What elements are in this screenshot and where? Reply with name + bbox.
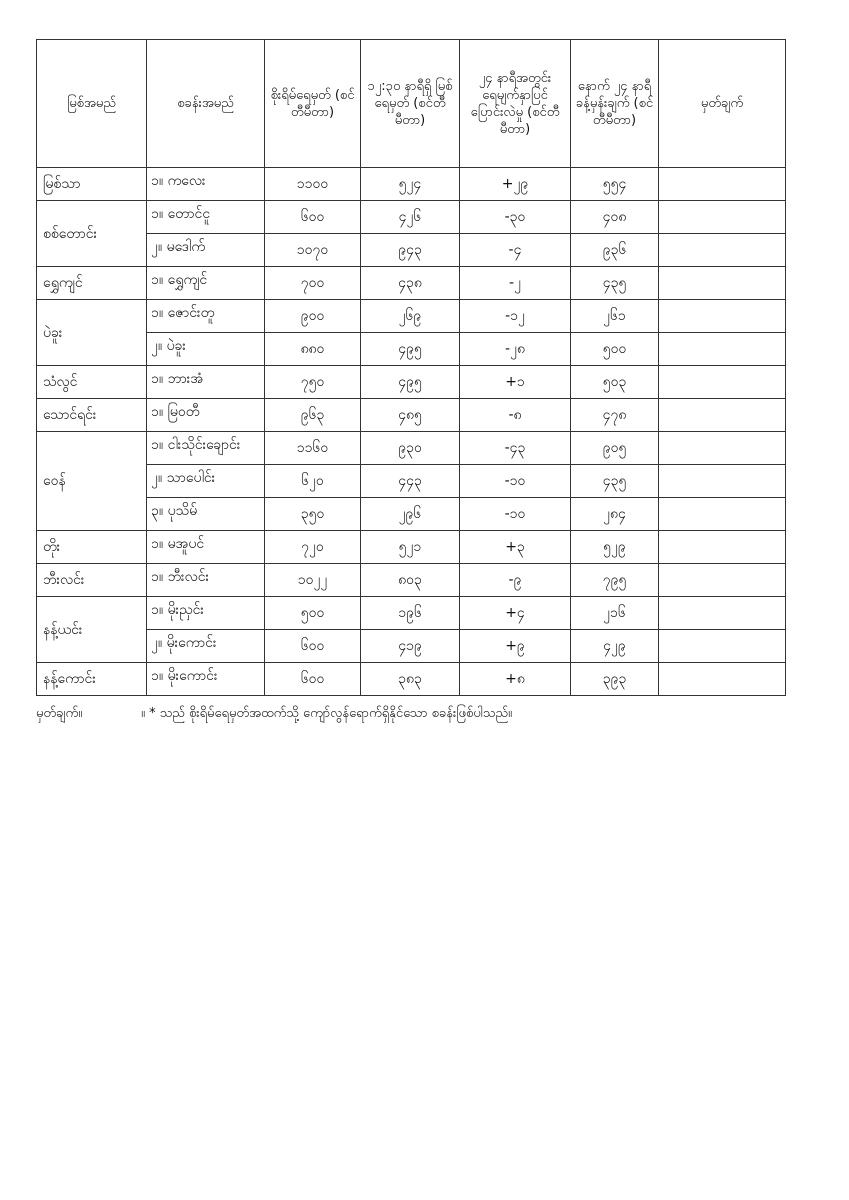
change-cell: +၁ <box>460 366 571 399</box>
danger-cell: ၇၅၀ <box>265 366 361 399</box>
danger-cell: ၆၂၀ <box>265 465 361 498</box>
danger-cell: ၁၀၂၂ <box>265 564 361 597</box>
table-row <box>37 399 786 432</box>
change-cell: -၁၂ <box>460 300 571 333</box>
river-cell: တိုး <box>37 531 147 564</box>
danger-cell: ၆၀၀ <box>265 663 361 696</box>
river-cell: မြစ်သာ <box>37 168 147 201</box>
change-cell: +၄ <box>460 597 571 630</box>
table-row <box>37 168 786 201</box>
danger-cell: ၇၀၀ <box>265 267 361 300</box>
remark-cell <box>659 465 786 498</box>
danger-cell: ၅၀၀ <box>265 597 361 630</box>
header-river: မြစ်အမည် <box>37 40 147 168</box>
table-row <box>37 366 786 399</box>
river-cell: ဘီးလင်း <box>37 564 147 597</box>
table-row <box>37 432 786 465</box>
danger-cell: ၉၀၀ <box>265 300 361 333</box>
station-cell: ၃။ ပုသိမ် <box>147 498 265 531</box>
footnote-text: ။ * သည် စိုးရိမ်ရေမှတ်အထက်သို့ ကျော်လွန်ရောက်ရှိနိုင်သော စခန်းဖြစ်ပါသည်။ <box>141 706 512 721</box>
station-cell: ၂။ သာပေါင်း <box>147 465 265 498</box>
forecast-cell: ၄၇၈ <box>571 399 659 432</box>
level-cell: ၄၄၃ <box>361 465 460 498</box>
danger-cell: ၈၈၀ <box>265 333 361 366</box>
station-cell: ၁။ ဘားအံ <box>147 366 265 399</box>
change-cell: +၉ <box>460 630 571 663</box>
forecast-cell: ၅၅၄ <box>571 168 659 201</box>
forecast-cell: ၄၀၈ <box>571 201 659 234</box>
table-row <box>37 234 786 267</box>
station-cell: ၁။ ငါးသိုင်းချောင်း <box>147 432 265 465</box>
remark-cell <box>659 597 786 630</box>
change-cell: -၁၀ <box>460 498 571 531</box>
level-cell: ၄၃၈ <box>361 267 460 300</box>
remark-cell <box>659 366 786 399</box>
header-forecast-24h: နောက် ၂၄ နာရီ ခန့်မှန်းချက် (စင်တီမီတာ) <box>571 40 659 168</box>
change-cell: -၂၈ <box>460 333 571 366</box>
change-cell: -၃၀ <box>460 201 571 234</box>
level-cell: ၅၂၄ <box>361 168 460 201</box>
header-change-24h: ၂၄ နာရီအတွင်း ရေမျက်နှာပြင် ပြောင်းလဲမှု (စင်တီမီတာ) <box>460 40 571 168</box>
station-cell: ၁။ တောင်ငူ <box>147 201 265 234</box>
forecast-cell: ၄၃၅ <box>571 267 659 300</box>
level-cell: ၂၆၉ <box>361 300 460 333</box>
remark-cell <box>659 168 786 201</box>
forecast-cell: ၉၃၆ <box>571 234 659 267</box>
level-cell: ၅၂၁ <box>361 531 460 564</box>
change-cell: -၄ <box>460 234 571 267</box>
level-cell: ၂၉၆ <box>361 498 460 531</box>
remark-cell <box>659 663 786 696</box>
change-cell: -၁၀ <box>460 465 571 498</box>
forecast-cell: ၃၉၃ <box>571 663 659 696</box>
forecast-cell: ၅၀၃ <box>571 366 659 399</box>
river-cell: သောင်ရင်း <box>37 399 147 432</box>
station-cell: ၁။ ကလေး <box>147 168 265 201</box>
level-cell: ၁၉၆ <box>361 597 460 630</box>
river-cell: နန့်ကောင်း <box>37 663 147 696</box>
footnote-label: မှတ်ချက်။ <box>36 706 83 721</box>
remark-cell <box>659 201 786 234</box>
level-cell: ၃၈၃ <box>361 663 460 696</box>
remark-cell <box>659 267 786 300</box>
river-cell: သံလွင် <box>37 366 147 399</box>
danger-cell: ၆၀၀ <box>265 201 361 234</box>
level-cell: ၄၈၅ <box>361 399 460 432</box>
river-cell: စစ်တောင်း <box>37 201 147 267</box>
station-cell: ၁။ မအူပင် <box>147 531 265 564</box>
level-cell: ၄၂၆ <box>361 201 460 234</box>
table-row <box>37 201 786 234</box>
danger-cell: ၇၂၀ <box>265 531 361 564</box>
river-cell: နန့်ယင်း <box>37 597 147 663</box>
table-row <box>37 564 786 597</box>
level-cell: ၉၃၀ <box>361 432 460 465</box>
forecast-cell: ၇၉၅ <box>571 564 659 597</box>
level-cell: ၄၁၉ <box>361 630 460 663</box>
remark-cell <box>659 300 786 333</box>
footnote <box>36 705 512 723</box>
table-row <box>37 597 786 630</box>
change-cell: +၂၉ <box>460 168 571 201</box>
change-cell: +၃ <box>460 531 571 564</box>
danger-cell: ၁၀၇၀ <box>265 234 361 267</box>
change-cell: +၈ <box>460 663 571 696</box>
change-cell: -၉ <box>460 564 571 597</box>
station-cell: ၂။ မဒေါက် <box>147 234 265 267</box>
forecast-cell: ၂၈၄ <box>571 498 659 531</box>
river-level-table <box>36 39 786 696</box>
forecast-cell: ၂၆၁ <box>571 300 659 333</box>
station-cell: ၁။ ဇောင်းတူ <box>147 300 265 333</box>
table-row <box>37 333 786 366</box>
river-cell: ဝေန် <box>37 432 147 531</box>
station-cell: ၁။ မြဝတီ <box>147 399 265 432</box>
remark-cell <box>659 399 786 432</box>
table-row <box>37 498 786 531</box>
forecast-cell: ၄၂၉ <box>571 630 659 663</box>
remark-cell <box>659 498 786 531</box>
danger-cell: ၁၁၀၀ <box>265 168 361 201</box>
forecast-cell: ၅၂၉ <box>571 531 659 564</box>
remark-cell <box>659 234 786 267</box>
forecast-cell: ၅၀၀ <box>571 333 659 366</box>
danger-cell: ၆၀၀ <box>265 630 361 663</box>
level-cell: ၉၄၃ <box>361 234 460 267</box>
station-cell: ၁။ မိုးညှင်း <box>147 597 265 630</box>
level-cell: ၄၉၅ <box>361 333 460 366</box>
table-header-row <box>37 40 786 168</box>
header-level-at-time: ၁၂:၃၀ နာရီရှိ မြစ်ရေမှတ် (စင်တီမီတာ) <box>361 40 460 168</box>
river-cell: ရွှေကျင် <box>37 267 147 300</box>
table-row <box>37 300 786 333</box>
station-cell: ၁။ ဘီးလင်း <box>147 564 265 597</box>
remark-cell <box>659 531 786 564</box>
remark-cell <box>659 564 786 597</box>
forecast-cell: ၂၁၆ <box>571 597 659 630</box>
level-cell: ၄၉၅ <box>361 366 460 399</box>
danger-cell: ၁၁၆၀ <box>265 432 361 465</box>
danger-cell: ၉၆၃ <box>265 399 361 432</box>
remark-cell <box>659 333 786 366</box>
station-cell: ၁။ မိုးကောင်း <box>147 663 265 696</box>
river-cell: ပဲခူး <box>37 300 147 366</box>
change-cell: -၂ <box>460 267 571 300</box>
forecast-cell: ၉၀၅ <box>571 432 659 465</box>
forecast-cell: ၄၃၅ <box>571 465 659 498</box>
remark-cell <box>659 630 786 663</box>
table-row <box>37 663 786 696</box>
station-cell: ၂။ ပဲခူး <box>147 333 265 366</box>
danger-cell: ၃၅၀ <box>265 498 361 531</box>
header-danger-level: စိုးရိမ်ရေမှတ် (စင်တီမီတာ) <box>265 40 361 168</box>
remark-cell <box>659 432 786 465</box>
header-station: စခန်းအမည် <box>147 40 265 168</box>
table-row <box>37 630 786 663</box>
change-cell: -၄၃ <box>460 432 571 465</box>
level-cell: ၈၀၃ <box>361 564 460 597</box>
table-row <box>37 267 786 300</box>
table-row <box>37 465 786 498</box>
table-row <box>37 531 786 564</box>
change-cell: -၈ <box>460 399 571 432</box>
river-level-table-container <box>36 39 786 696</box>
station-cell: ၁။ ရွှေကျင် <box>147 267 265 300</box>
header-remarks: မှတ်ချက် <box>659 40 786 168</box>
station-cell: ၂။ မိုးကောင်း <box>147 630 265 663</box>
